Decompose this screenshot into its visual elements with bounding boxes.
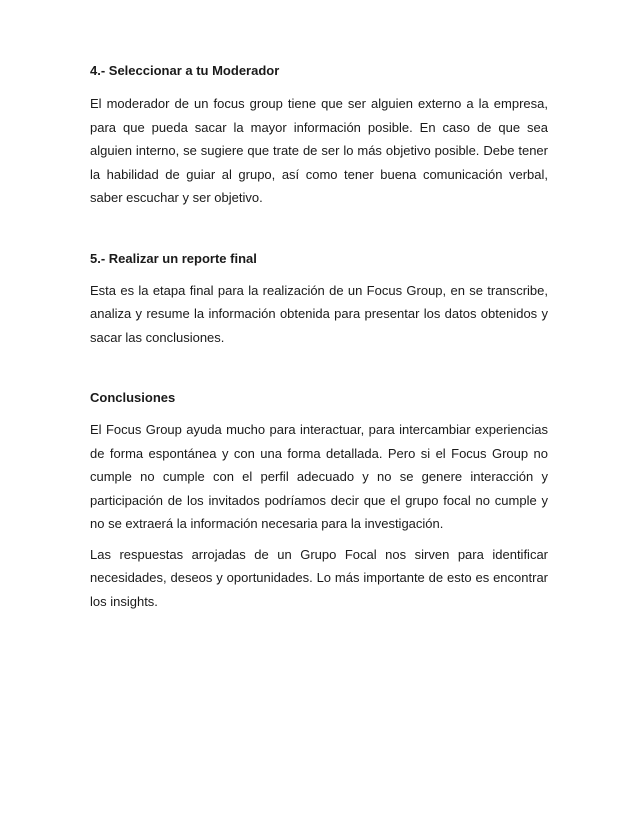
paragraph: Las respuestas arrojadas de un Grupo Focal nos sirven para identificar necesidades, deseos y oportunidades. Lo más importante de esto es encontrar los insights. bbox=[90, 546, 548, 609]
section-final-report bbox=[90, 251, 548, 350]
section-select-moderator bbox=[90, 63, 548, 210]
section-heading: 5.- Realizar un reporte final bbox=[90, 250, 257, 266]
section-heading: 4.- Seleccionar a tu Moderador bbox=[90, 63, 280, 78]
paragraph: El Focus Group ayuda mucho para interactuar, para intercambiar experiencias de forma espontánea y con una forma detallada. Pero si el Focus Group no cumple no cumple con el perfil adecuado y no se genere interacción y participación de los invitados podríamos decir que el grupo focal no cumple y no se extraerá la información necesaria para la investigación. bbox=[90, 422, 548, 531]
document-body bbox=[90, 63, 548, 613]
paragraph: Esta es la etapa final para la realización de un Focus Group, en se transcribe, analiza y resume la información obtenida para presentar los datos obtenidos y sacar las conclusiones. bbox=[90, 282, 548, 345]
section-heading: Conclusiones bbox=[90, 390, 176, 405]
paragraph: El moderador de un focus group tiene que ser alguien externo a la empresa, para que pueda sacar la mayor información posible. En caso de que sea alguien interno, se sugiere que trate de ser lo más objetivo posible. Debe tener la habilidad de guiar al grupo, así como tener buena comunicación verbal, saber escuchar y ser objetivo. bbox=[90, 96, 548, 205]
section-conclusions bbox=[90, 390, 548, 613]
